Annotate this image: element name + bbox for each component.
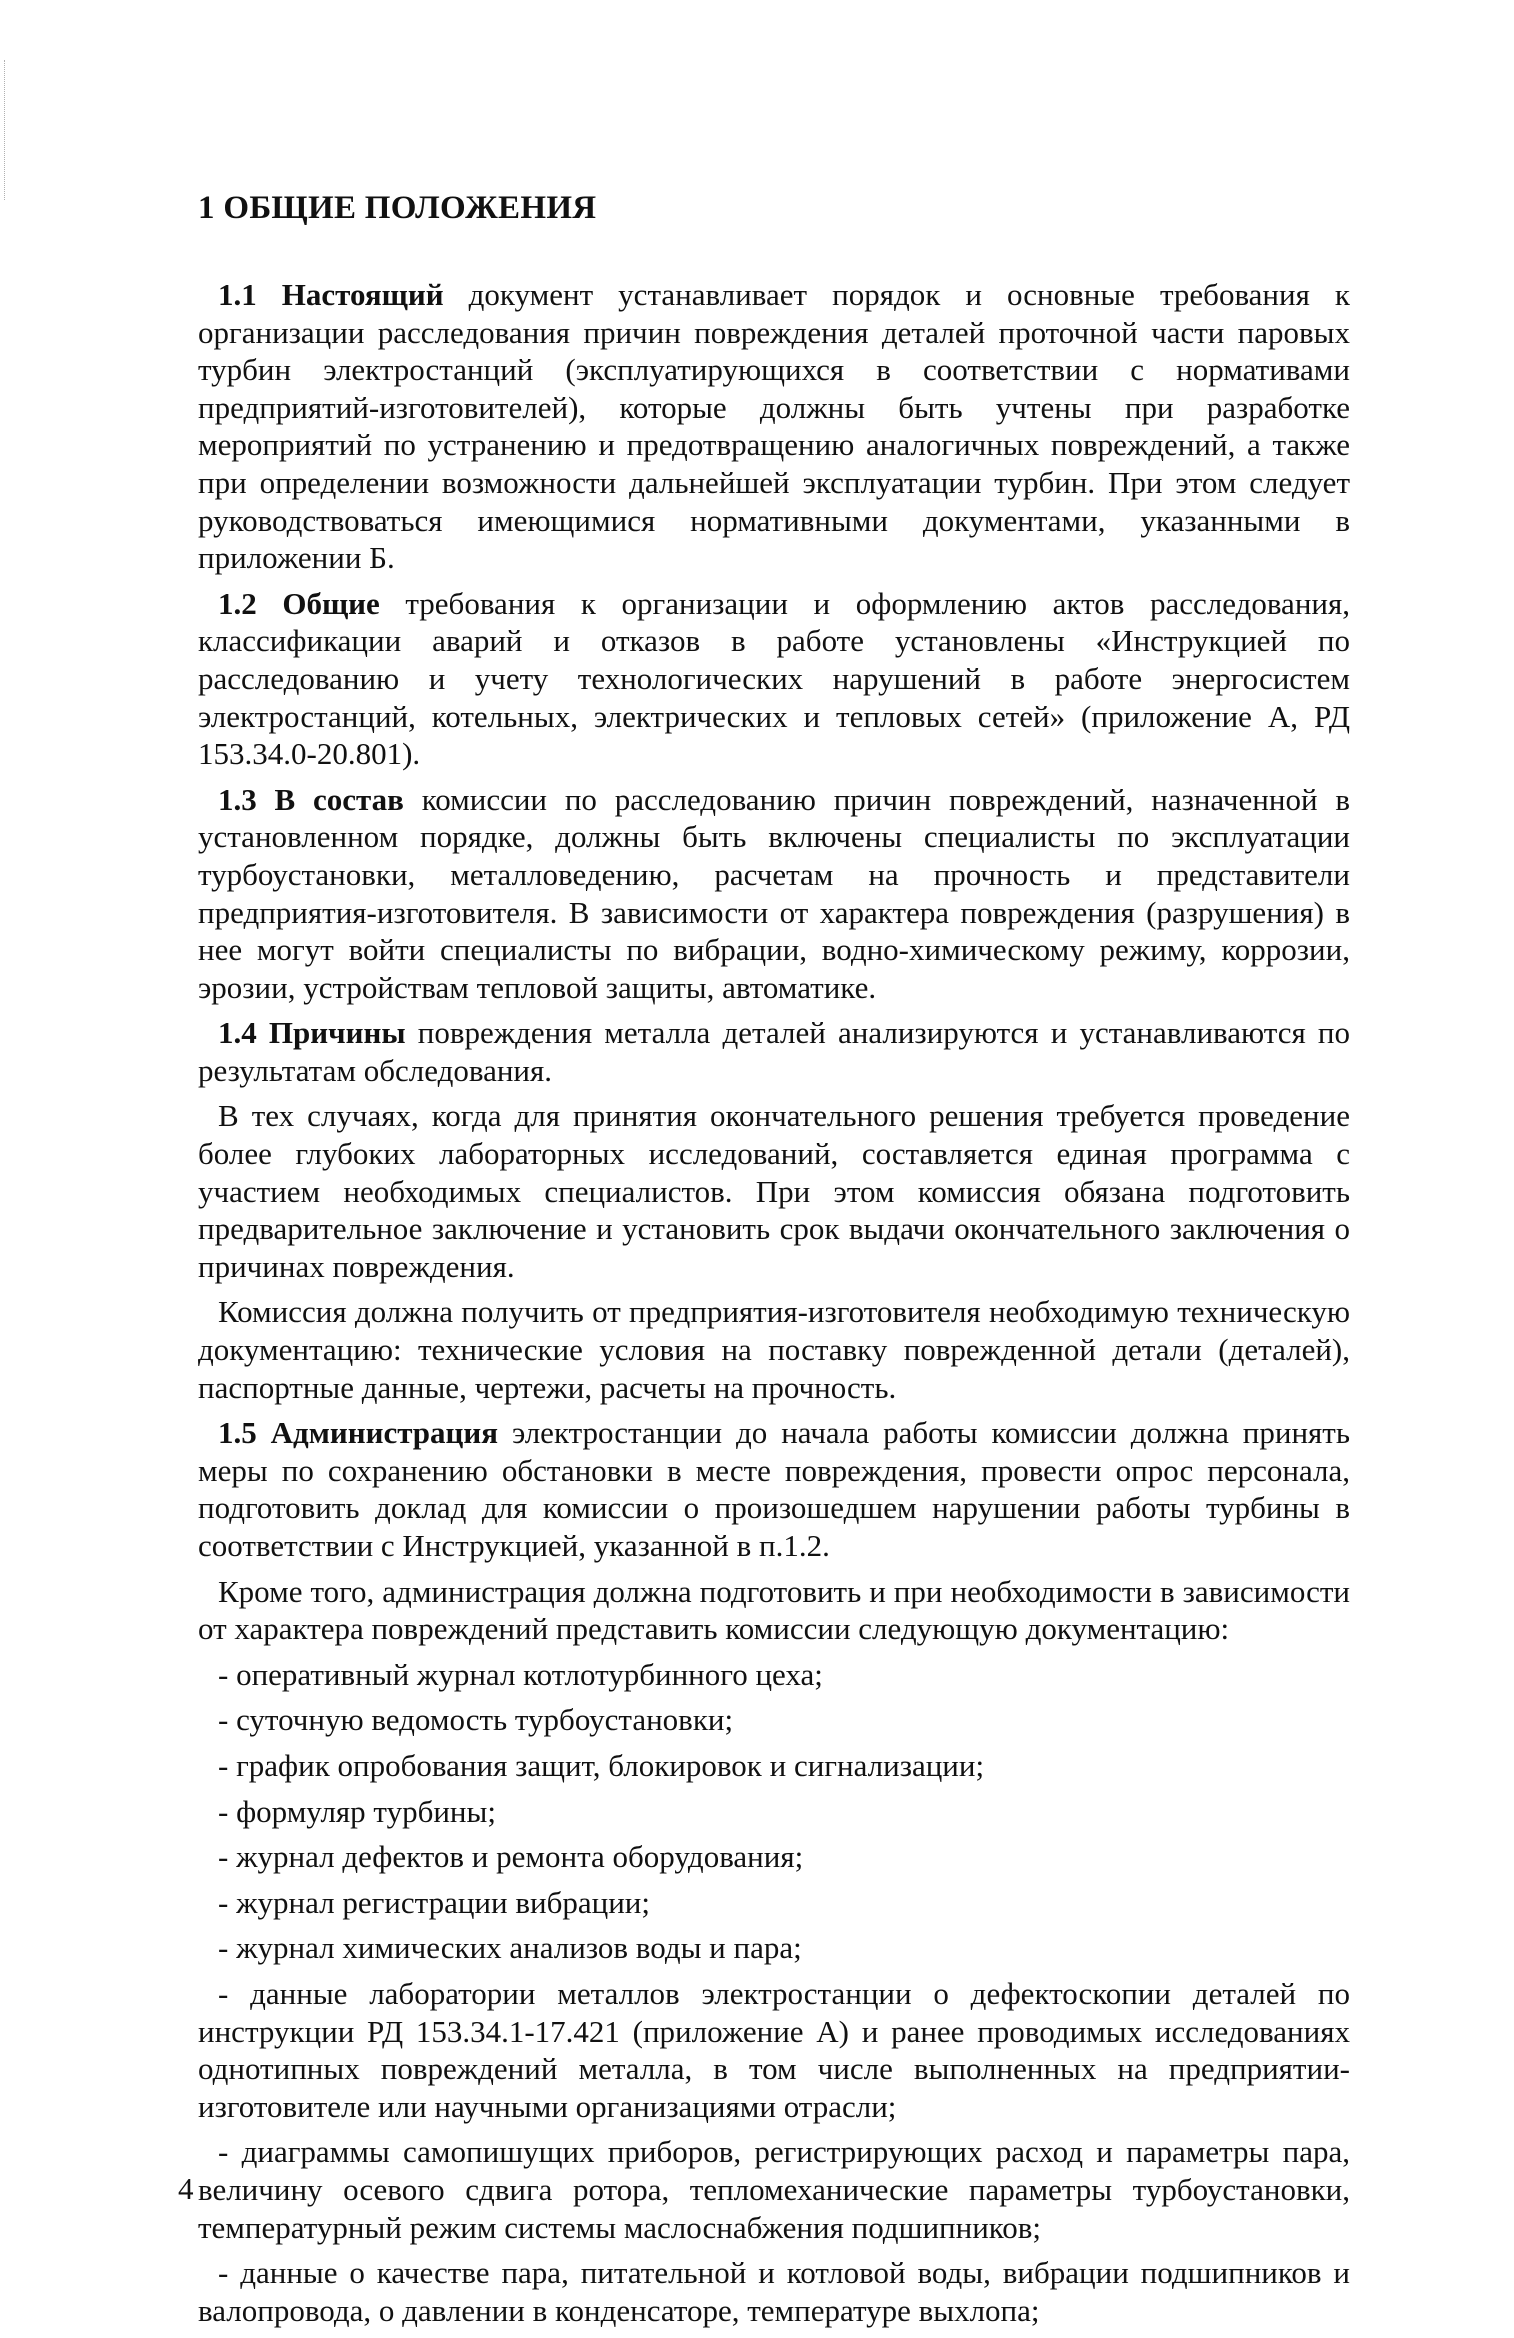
paragraph-text: Комиссия должна получить от предприятия-изготовителя необходимую техническую документацию: технические условия на поставку поврежденной детали (деталей), паспортные данные, чертежи, расчеты на прочность.: [198, 1294, 1350, 1405]
paragraph-lead: 1.1 Настоящий: [218, 277, 444, 312]
paragraph-1-2: [198, 585, 1350, 773]
documentation-list: [198, 1656, 1350, 2330]
paragraph-lab-research: [198, 1097, 1350, 1285]
paragraph-1-5: [198, 1414, 1350, 1564]
list-item: - график опробования защит, блокировок и сигнализации;: [218, 1747, 985, 1783]
paragraph-text: В тех случаях, когда для принятия окончательного решения требуется проведение более глубоких лабораторных исследований, составляется единая программа с участием необходимых специалистов. При этом комиссия обязана подготовить предварительное заключение и установить срок выдачи окончательного заключения о причинах повреждения.: [198, 1098, 1350, 1284]
list-item: - суточную ведомость турбоустановки;: [218, 1702, 734, 1738]
page-number: 4: [178, 2171, 194, 2206]
paragraph-1-3: [198, 781, 1350, 1007]
list-item: - формуляр турбины;: [218, 1793, 496, 1829]
paragraph-lead: 1.4 Причины: [218, 1015, 406, 1051]
paragraph-documentation: [198, 1293, 1350, 1406]
paragraph-text: Кроме того, администрация должна подготовить и при необходимости в зависимости от характера повреждений представить комиссии следующую документацию:: [198, 1573, 1350, 1647]
scan-edge-marks: [4, 60, 7, 200]
list-item: - данные о качестве пара, питательной и котловой воды, вибрации подшипников и валопровода, о давлении в конденсаторе, температуре выхлопа;: [198, 2255, 1350, 2328]
paragraph-lead: 1.3 В состав: [218, 781, 404, 817]
paragraph-text: комиссии по расследованию причин повреждений, назначенной в установленном порядке, должны быть включены специалисты по эксплуатации турбоустановки, металловедению, расчетам на прочность и представители предприятия-изготовителя. В зависимости от характера повреждения (разрушения) в нее могут войти специалисты по вибрации, водно-химическому режиму, коррозии, эрозии, устройствам тепловой защиты, автоматике.: [198, 781, 1350, 1005]
paragraph-1-1: [198, 276, 1350, 577]
paragraph-additional-docs: [198, 1573, 1350, 1648]
list-item: - диаграммы самопишущих приборов, регистрирующих расход и параметры пара, величину осевого сдвига ротора, тепломеханические параметры турбоустановки, температурный режим системы маслоснабжения подшипников;: [198, 2134, 1350, 2245]
page-content: [198, 188, 1350, 2337]
list-item: - оперативный журнал котлотурбинного цеха;: [218, 1656, 823, 1692]
paragraph-lead: 1.2 Общие: [218, 585, 380, 621]
paragraph-1-4: [198, 1014, 1350, 1089]
list-item: - журнал химических анализов воды и пара;: [218, 1930, 802, 1966]
list-item: - журнал регистрации вибрации;: [218, 1884, 651, 1920]
paragraph-text: повреждения металла деталей анализируются и устанавливаются по результатам обследования.: [198, 1015, 1350, 1088]
paragraph-text: электростанции до начала работы комиссии должна принять меры по сохранению обстановки в месте повреждения, провести опрос персонала, подготовить доклад для комиссии о произошедшем нарушении работы турбины в соответствии с Инструкцией, указанной в п.1.2.: [198, 1415, 1350, 1563]
list-item: - журнал дефектов и ремонта оборудования;: [218, 1839, 804, 1875]
paragraph-text: документ устанавливает порядок и основные требования к организации расследования причин повреждения деталей проточной части паровых турбин электростанций (эксплуатирующихся в соответствии с нормативами предприятий-изготовителей), которые должны быть учтены при разработке мероприятий по устранению и предотвращению аналогичных повреждений, а также при определении возможности дальнейшей эксплуатации турбин. При этом следует руководствоваться имеющимися нормативными документами, указанными в приложении Б.: [198, 277, 1350, 576]
list-item: - данные лаборатории металлов электростанции о дефектоскопии деталей по инструкции РД 153.34.1-17.421 (приложение А) и ранее проводимых исследованиях однотипных повреждений металла, в том числе выполненных на предприятии-изготовителе или научными организациями отрасли;: [198, 1975, 1350, 2124]
paragraph-text: требования к организации и оформлению актов расследования, классификации аварий и отказов в работе установлены «Инструкцией по расследованию и учету технологических нарушений в работе энергосистем электростанций, котельных, электрических и тепловых сетей» (приложение А, РД 153.34.0-20.801).: [198, 585, 1351, 772]
section-heading: 1 ОБЩИЕ ПОЛОЖЕНИЯ: [198, 190, 597, 226]
paragraph-lead: 1.5 Администрация: [218, 1415, 499, 1451]
